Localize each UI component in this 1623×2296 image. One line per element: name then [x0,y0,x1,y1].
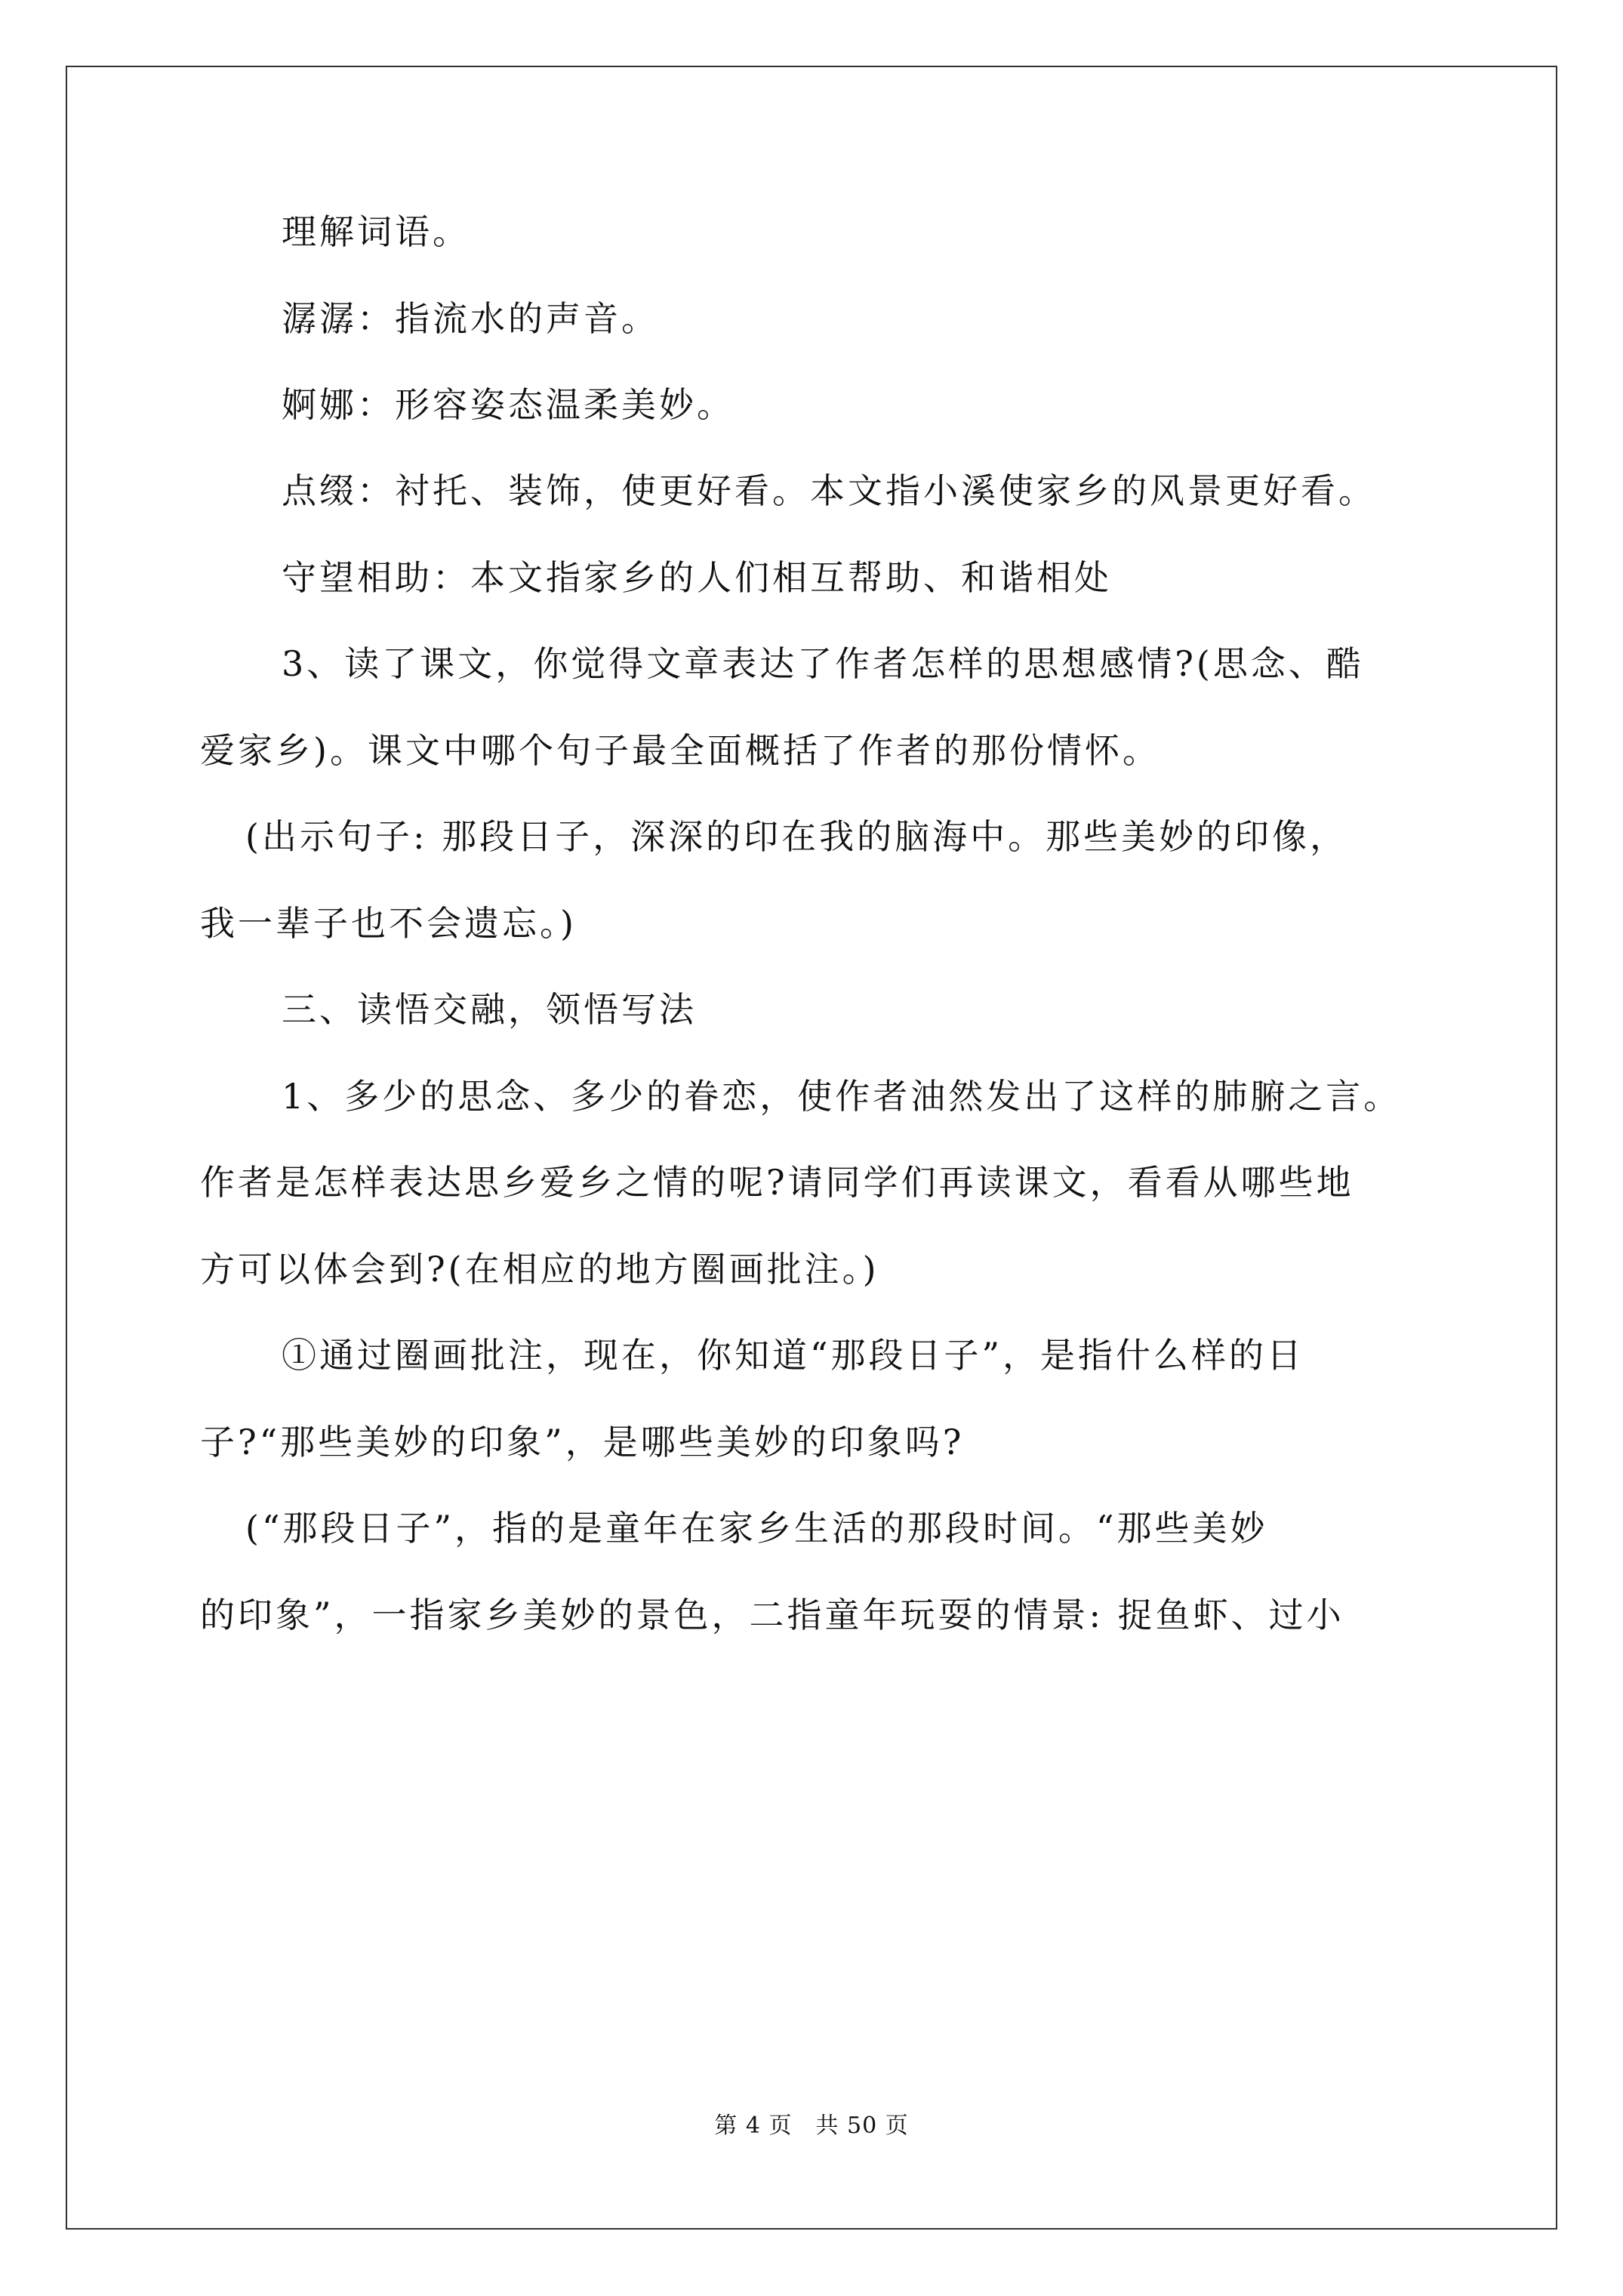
paragraph-line: 方可以体会到?(在相应的地方圈画批注。) [200,1249,879,1290]
paragraph-line: 爱家乡)。课文中哪个句子最全面概括了作者的那份情怀。 [200,730,1160,771]
paragraph-line: 子?“那些美妙的印象”，是哪些美妙的印象吗? [200,1422,965,1462]
paragraph-line: 我一辈子也不会遗忘。) [200,903,577,944]
paragraph-line: 婀娜：形容姿态温柔美妙。 [282,384,735,425]
paragraph-line: 1、多少的思念、多少的眷恋，使作者油然发出了这样的肺腑之言。 [282,1076,1402,1117]
paragraph-line: 的印象”，一指家乡美妙的景色，二指童年玩耍的情景: 捉鱼虾、过小 [200,1595,1344,1635]
paragraph-line: ①通过圈画批注，现在，你知道“那段日子”，是指什么样的日 [282,1335,1305,1376]
paragraph-line: 点缀：衬托、装饰，使更好看。本文指小溪使家乡的风景更好看。 [282,470,1376,511]
paragraph-line: (“那段日子”，指的是童年在家乡生活的那段时间。“那些美妙 [245,1508,1268,1549]
paragraph-line: 理解词语。 [282,211,470,252]
paragraph-line: 潺潺：指流水的声音。 [282,298,659,339]
section-heading: 三、读悟交融，领悟写法 [282,989,697,1030]
paragraph-line: 守望相助：本文指家乡的人们相互帮助、和谐相处 [282,557,1112,598]
paragraph-line: 作者是怎样表达思乡爱乡之情的呢?请同学们再读课文，看看从哪些地 [200,1162,1354,1203]
paragraph-line: 3、读了课文，你觉得文章表达了作者怎样的思想感情?(思念、酷 [282,643,1364,684]
page-number-footer: 第 4 页 共 50 页 [714,2113,909,2139]
paragraph-line: (出示句子: 那段日子，深深的印在我的脑海中。那些美妙的印像， [245,816,1348,857]
